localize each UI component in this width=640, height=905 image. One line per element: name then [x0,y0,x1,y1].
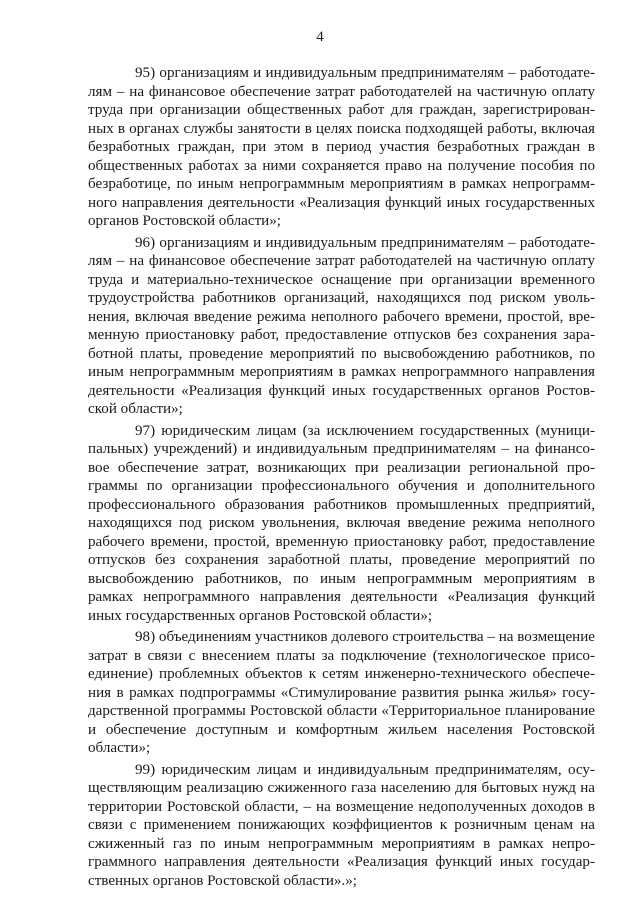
paragraph-item-98: 98) объединениям участников долевого строительства – на возмещение затрат в связи с внесением платы за подключение (технологическое присоединение) проблемных объектов к сетям инженерно-технического обеспечения в рамках подпрограммы «Стимулирование развития рынка жилья» государственной программы Ростовской области «Территориальное планирование и обеспечение доступным и комфортным жильем населения Ростовской области»; [88,629,595,756]
paragraph-item-99: 99) юридическим лицам и индивидуальным предпринимателям, осуществляющим реализацию сжиженного газа населению для бытовых нужд на территории Ростовской области, – на возмещение недополученных доходов в связи с применением понижающих коэффициентов к розничным ценам на сжиженный газ по иным непрограммным мероприятиям в рамках непрограммного направления деятельности «Реализация функций иных государственных органов Ростовской области».»; [88,761,595,889]
paragraph-item-95: 95) организациям и индивидуальным предпринимателям – работодателям – на финансовое обеспечение затрат работодателей на частичную оплату труда при организации общественных работ для граждан, зарегистрированных в органах службы занятости в целях поиска подходящей работы, включая безработных граждан, при этом в период участия безработных граждан в общественных работах за ними сохраняется право на получение пособия по безработице, по иным непрограммным мероприятиям в рамках непрограммного направления деятельности «Реализация функций иных государственных органов Ростовской области»; [88,65,595,229]
page-number: 4 [316,29,324,45]
paragraph-item-97: 97) юридическим лицам (за исключением государственных (муниципальных) учреждений) и индивидуальным предпринимателям – на финансовое обеспечение затрат, возникающих при реализации региональной программы по организации профессионального обучения и дополнительного профессионального образования работников промышленных предприятий, находящихся под риском увольнения, включая введение режима неполного рабочего времени, простой, временную приостановку работ, предоставление отпусков без сохранения заработной платы, проведение мероприятий по высвобождению работников, по иным непрограммным мероприятиям в рамках непрограммного направления деятельности «Реализация функций иных государственных органов Ростовской области»; [88,422,595,624]
body-text [88,64,595,893]
paragraph-item-96: 96) организациям и индивидуальным предпринимателям – работодателям – на финансовое обеспечение затрат работодателей на частичную оплату труда и материально-техническое оснащение при организации временного трудоустройства работников организаций, находящихся под риском увольнения, включая введение режима неполного рабочего времени, простой, временную приостановку работ, предоставление отпусков без сохранения заработной платы, проведение мероприятий по высвобождению работников, по иным непрограммным мероприятиям в рамках непрограммного направления деятельности «Реализация функций иных государственных органов Ростовской области»; [88,234,595,417]
